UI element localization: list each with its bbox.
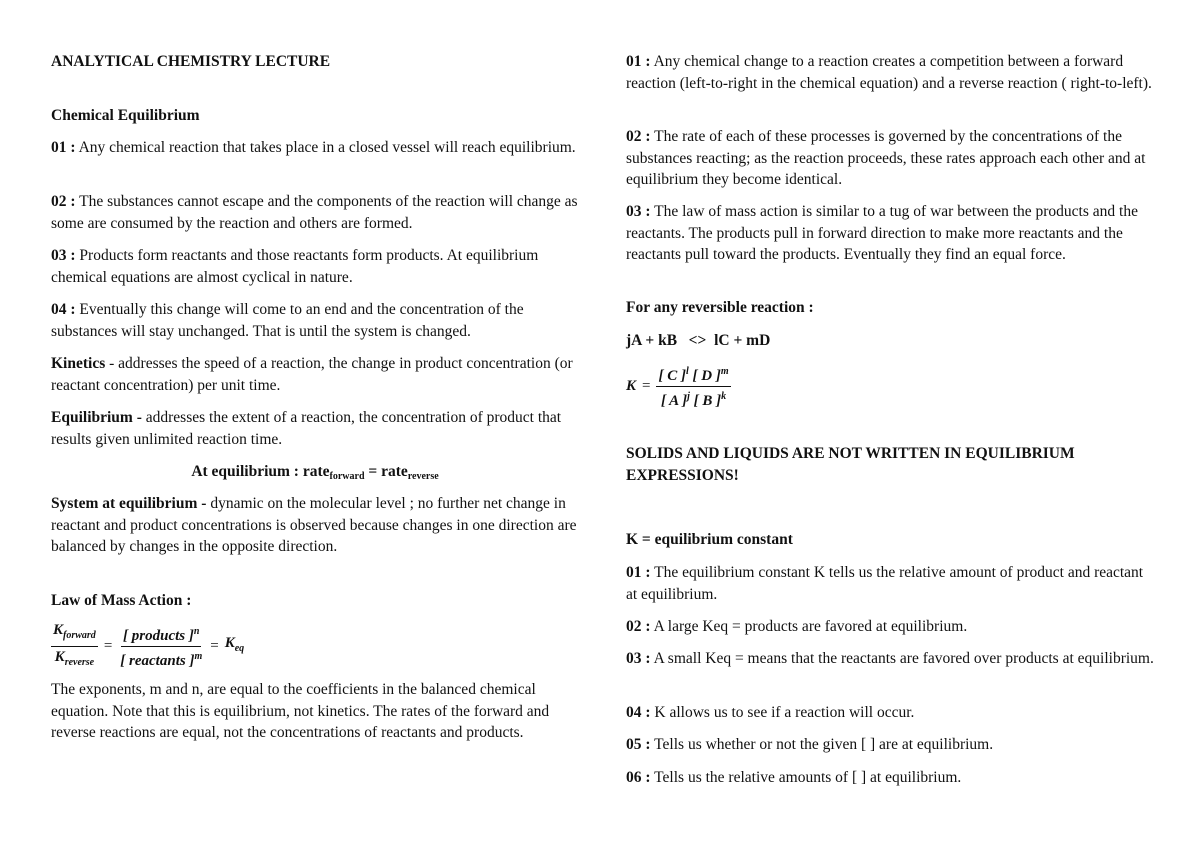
- point-item: [51, 191, 579, 234]
- equals-sign: =: [103, 637, 113, 654]
- point-item: [51, 137, 579, 159]
- rule-subscript-reverse: reverse: [407, 471, 439, 482]
- point-item: [626, 51, 1156, 94]
- point-number: 04 :: [626, 704, 651, 721]
- rule-subscript-forward: forward: [329, 471, 365, 482]
- point-text: Any chemical reaction that takes place in a closed vessel will reach equilibrium.: [78, 139, 576, 156]
- products-exponent: n: [193, 626, 200, 637]
- a-term: [ A ]: [660, 393, 688, 409]
- kinetics-definition: [51, 353, 579, 396]
- point-number: 03 :: [51, 247, 76, 264]
- k-formula: [626, 362, 1156, 411]
- point-item: [626, 562, 1156, 605]
- concentration-ratio: [118, 622, 204, 671]
- k-forward-sub: forward: [63, 630, 96, 641]
- k-forward: K: [53, 622, 64, 638]
- rule-prefix: At equilibrium : rate: [191, 463, 330, 480]
- point-text: The substances cannot escape and the components of the reaction will change as some are consumed by the reaction and others are formed.: [51, 193, 578, 232]
- point-number: 05 :: [626, 736, 651, 753]
- k-reverse-sub: reverse: [64, 657, 95, 668]
- k-eq-sub: eq: [234, 643, 245, 655]
- k-fraction: [656, 362, 730, 411]
- k-eq: K: [224, 635, 235, 652]
- point-text: The rate of each of these processes is governed by the concentrations of the substances reacting; as the reaction proceeds, these rates approach each other and at equilibrium they become identical.: [626, 128, 1146, 188]
- point-text: Eventually this change will come to an end and the concentration of the substances will stay unchanged. That is until the system is changed.: [51, 301, 524, 340]
- system-text: dynamic on the molecular level ; no further net change in reactant and product concentrations is observed because changes in one direction are balanced by changes in the opposite direction.: [51, 495, 577, 555]
- b-term: [ B ]: [693, 393, 722, 409]
- at-equilibrium-rule: [51, 461, 579, 485]
- products-term: [ products ]: [123, 628, 194, 644]
- c-term: [ C ]: [658, 368, 686, 384]
- law-title: Law of Mass Action :: [51, 592, 192, 609]
- reactants-exponent: m: [194, 651, 203, 662]
- point-text: A small Keq = means that the reactants are favored over products at equilibrium.: [653, 650, 1154, 667]
- equilibrium-text: addresses the extent of a reaction, the concentration of product that results given unlimited reaction time.: [51, 409, 562, 448]
- k-reverse: K: [54, 649, 65, 665]
- point-item: [626, 767, 1156, 789]
- c-exponent: l: [685, 366, 689, 377]
- warning-text: SOLIDS AND LIQUIDS ARE NOT WRITTEN IN EQUILIBRIUM EXPRESSIONS!: [626, 445, 1075, 484]
- k-ratio: [51, 620, 98, 673]
- equals-sign: =: [642, 377, 651, 394]
- point-number: 01 :: [626, 53, 651, 70]
- section-title: Chemical Equilibrium: [51, 107, 200, 124]
- point-item: [626, 201, 1156, 266]
- point-item: [626, 702, 1156, 724]
- point-number: 02 :: [51, 193, 76, 210]
- equals-sign: =: [210, 637, 219, 654]
- kinetics-term: Kinetics: [51, 355, 106, 372]
- point-item: [626, 648, 1156, 670]
- equilibrium-definition: [51, 407, 579, 450]
- rule-mid: = rate: [364, 463, 408, 480]
- k-symbol: K: [626, 377, 637, 394]
- reversible-title: For any reversible reaction :: [626, 299, 814, 316]
- point-number: 04 :: [51, 301, 76, 318]
- law-formula: [51, 620, 579, 673]
- point-number: 01 :: [626, 564, 651, 581]
- point-text: A large Keq = products are favored at equilibrium.: [653, 618, 968, 635]
- k-title: K = equilibrium constant: [626, 531, 793, 548]
- point-item: [51, 245, 579, 288]
- point-number: 01 :: [51, 139, 76, 156]
- equilibrium-term: Equilibrium -: [51, 409, 142, 426]
- point-item: [51, 299, 579, 342]
- point-number: 03 :: [626, 650, 651, 667]
- point-text: The equilibrium constant K tells us the relative amount of product and reactant at equilibrium.: [626, 564, 1144, 603]
- point-number: 02 :: [626, 128, 651, 145]
- d-exponent: m: [720, 366, 729, 377]
- reactants-term: [ reactants ]: [120, 653, 195, 669]
- document-heading: ANALYTICAL CHEMISTRY LECTURE: [51, 53, 331, 70]
- point-text: Any chemical change to a reaction creates a competition between a forward reaction (left-to-right in the chemical equation) and a reverse reaction ( right-to-left).: [626, 53, 1152, 92]
- point-number: 03 :: [626, 203, 651, 220]
- point-number: 02 :: [626, 618, 651, 635]
- a-exponent: j: [687, 391, 690, 402]
- d-term: [ D ]: [692, 368, 721, 384]
- point-item: [626, 126, 1156, 191]
- reaction-equation: jA + kB <> lC + mD: [626, 332, 771, 349]
- point-text: Tells us the relative amounts of [ ] at equilibrium.: [654, 769, 962, 786]
- b-exponent: k: [721, 391, 727, 402]
- system-term: System at equilibrium -: [51, 495, 207, 512]
- point-item: [626, 734, 1156, 756]
- point-item: [626, 616, 1156, 638]
- kinetics-text: - addresses the speed of a reaction, the change in product concentration (or reactant concentration) per unit time.: [51, 355, 573, 394]
- point-text: K allows us to see if a reaction will occur.: [654, 704, 915, 721]
- point-text: Tells us whether or not the given [ ] are at equilibrium.: [654, 736, 994, 753]
- law-explanation: The exponents, m and n, are equal to the coefficients in the balanced chemical equation. Note that this is equilibrium, not kinetics. The rates of the forward and reverse reactions are equal, not the concentrations of reactants and products.: [51, 681, 550, 741]
- system-definition: [51, 493, 579, 558]
- point-text: The law of mass action is similar to a tug of war between the products and the reactants. The products pull in forward direction to make more reactants and the reactants pull toward the products. Eventually they find an equal force.: [626, 203, 1138, 263]
- point-text: Products form reactants and those reactants form products. At equilibrium chemical equations are almost cyclical in nature.: [51, 247, 539, 286]
- point-number: 06 :: [626, 769, 651, 786]
